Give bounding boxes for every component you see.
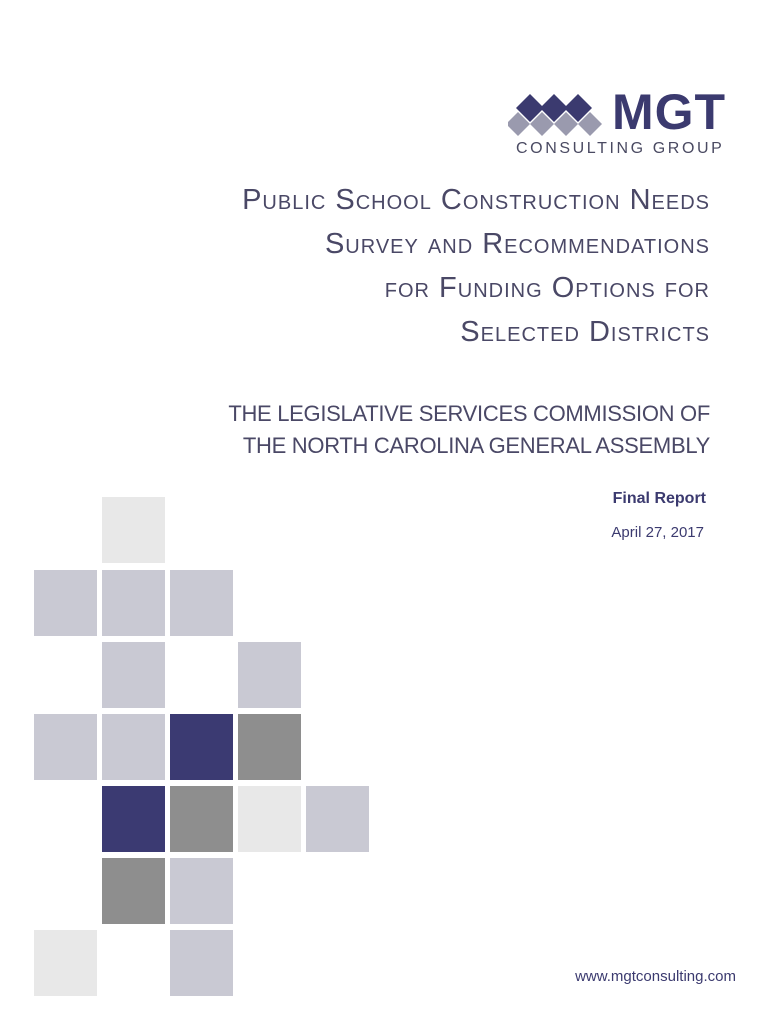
mosaic-tile — [238, 714, 301, 780]
mosaic-tile — [170, 786, 233, 852]
title-line-4: Selected Districts — [460, 316, 710, 348]
commission-line-1: THE LEGISLATIVE SERVICES COMMISSION OF — [228, 401, 710, 426]
mosaic-tile — [102, 570, 165, 636]
title-line-1: Public School Construction Needs — [242, 184, 710, 216]
title-line-3: for Funding Options for — [384, 272, 710, 304]
logo-name: MGT — [612, 84, 727, 140]
mgt-logo — [508, 84, 730, 162]
diamond-logo-icon — [508, 92, 608, 138]
mosaic-tile — [102, 497, 165, 563]
mosaic-tile — [102, 858, 165, 924]
report-type: Final Report — [612, 490, 706, 507]
mosaic-tile — [238, 786, 301, 852]
title-line-2: Survey and Recommendations — [324, 228, 710, 260]
commission-line-2: THE NORTH CAROLINA GENERAL ASSEMBLY — [242, 433, 710, 458]
mosaic-tile — [238, 642, 301, 708]
mosaic-tile — [102, 714, 165, 780]
mosaic-tile — [306, 786, 369, 852]
document-title — [70, 178, 710, 354]
mosaic-tile — [170, 714, 233, 780]
report-date: April 27, 2017 — [611, 524, 704, 541]
mosaic-tile — [102, 786, 165, 852]
mosaic-tile — [34, 570, 97, 636]
logo-tagline: CONSULTING GROUP — [516, 140, 725, 157]
mosaic-tile — [34, 714, 97, 780]
commission-heading — [70, 398, 710, 462]
mosaic-tile — [34, 930, 97, 996]
website-link[interactable]: www.mgtconsulting.com — [575, 968, 736, 985]
mosaic-tile — [170, 570, 233, 636]
mosaic-tile — [170, 930, 233, 996]
mosaic-tile — [170, 858, 233, 924]
mosaic-tile — [102, 642, 165, 708]
